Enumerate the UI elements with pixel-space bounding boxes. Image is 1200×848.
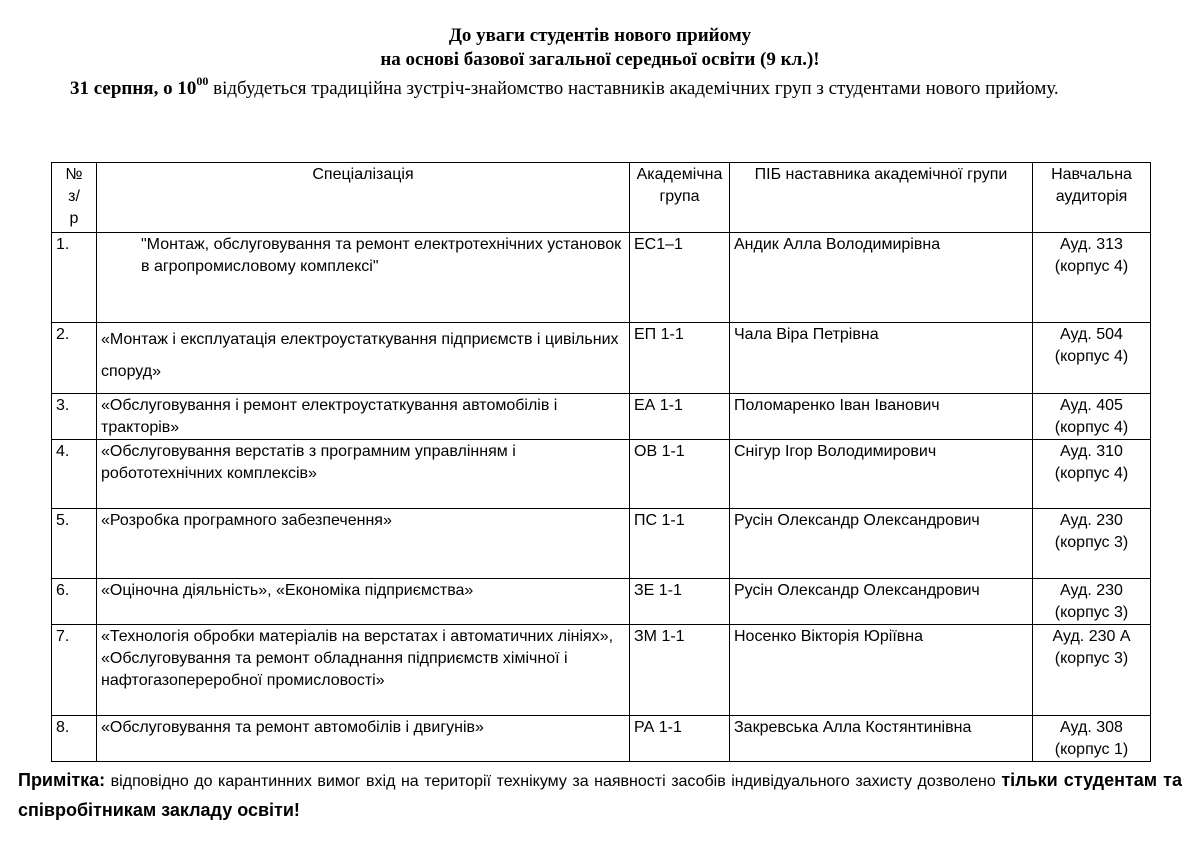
row-num: 4. bbox=[52, 440, 97, 509]
header-room: Навчальна аудиторія bbox=[1033, 163, 1151, 233]
row-room: Ауд. 230 (корпус 3) bbox=[1033, 509, 1151, 579]
table-row bbox=[52, 394, 1151, 440]
row-room: Ауд. 230 (корпус 3) bbox=[1033, 579, 1151, 625]
row-mentor: Андик Алла Володимирівна bbox=[730, 233, 1033, 323]
row-num: 2. bbox=[52, 323, 97, 394]
note-label: Примітка: bbox=[18, 770, 106, 790]
table-row bbox=[52, 579, 1151, 625]
row-mentor: Русін Олександр Олександрович bbox=[730, 509, 1033, 579]
row-room: Ауд. 504 (корпус 4) bbox=[1033, 323, 1151, 394]
intro-paragraph bbox=[18, 74, 1182, 104]
row-specialization: «Обслуговування і ремонт електроустаткування автомобілів і тракторів» bbox=[97, 394, 630, 440]
row-room: Ауд. 230 А (корпус 3) bbox=[1033, 625, 1151, 716]
row-num: 3. bbox=[52, 394, 97, 440]
table-row bbox=[52, 625, 1151, 716]
row-num: 8. bbox=[52, 716, 97, 762]
meeting-date bbox=[70, 74, 209, 99]
table-row bbox=[52, 716, 1151, 762]
meeting-time-minutes: 00 bbox=[196, 74, 209, 88]
row-mentor: Чала Віра Петрівна bbox=[730, 323, 1033, 394]
row-num: 6. bbox=[52, 579, 97, 625]
meeting-date-text: 31 серпня, о 10 bbox=[70, 78, 197, 99]
notice-title-line-2: на основі базової загальної середньої освіти (9 кл.)! bbox=[380, 49, 820, 70]
row-room: Ауд. 308 (корпус 1) bbox=[1033, 716, 1151, 762]
row-specialization: "Монтаж, обслуговування та ремонт електротехнічних установок в агропромисловому комплексі" bbox=[97, 233, 630, 323]
header-mentor: ПІБ наставника академічної групи bbox=[730, 163, 1033, 233]
row-group: ЗЕ 1-1 bbox=[630, 579, 730, 625]
row-group: ЕА 1-1 bbox=[630, 394, 730, 440]
row-room: Ауд. 313 (корпус 4) bbox=[1033, 233, 1151, 323]
header-num: № з/р bbox=[52, 163, 97, 233]
header-group: Академічна група bbox=[630, 163, 730, 233]
row-mentor: Поломаренко Іван Іванович bbox=[730, 394, 1033, 440]
row-group: ЕП 1-1 bbox=[630, 323, 730, 394]
row-num: 1. bbox=[52, 233, 97, 323]
table-row bbox=[52, 509, 1151, 579]
header-specialization: Спеціалізація bbox=[97, 163, 630, 233]
row-mentor: Русін Олександр Олександрович bbox=[730, 579, 1033, 625]
row-mentor: Закревська Алла Костянтинівна bbox=[730, 716, 1033, 762]
row-group: ЗМ 1-1 bbox=[630, 625, 730, 716]
row-room: Ауд. 310 (корпус 4) bbox=[1033, 440, 1151, 509]
note-text: відповідно до карантинних вимог вхід на території технікуму за наявності засобів індивідуального захисту дозволено bbox=[105, 773, 1002, 790]
note-paragraph bbox=[18, 766, 1182, 826]
row-specialization: «Обслуговування верстатів з програмним управлінням і робототехнічних комплексів» bbox=[97, 440, 630, 509]
row-specialization: «Технологія обробки матеріалів на верстатах і автоматичних лініях», «Обслуговування та ремонт обладнання підприємств хімічної і нафтогазопереробної промисловості» bbox=[97, 625, 630, 716]
row-group: РА 1-1 bbox=[630, 716, 730, 762]
row-mentor: Снігур Ігор Володимирович bbox=[730, 440, 1033, 509]
mentor-schedule-table bbox=[51, 162, 1151, 762]
row-group: ЕС1–1 bbox=[630, 233, 730, 323]
row-specialization: «Розробка програмного забезпечення» bbox=[97, 509, 630, 579]
row-mentor: Носенко Вікторія Юріївна bbox=[730, 625, 1033, 716]
notice-title-line-1: До уваги студентів нового прийому bbox=[448, 25, 752, 46]
row-room: Ауд. 405 (корпус 4) bbox=[1033, 394, 1151, 440]
row-num: 5. bbox=[52, 509, 97, 579]
table-header-row bbox=[52, 163, 1151, 233]
intro-text: відбудеться традиційна зустріч-знайомство наставників академічних груп з студентами нового прийому. bbox=[208, 78, 1059, 99]
row-group: ОВ 1-1 bbox=[630, 440, 730, 509]
row-specialization: «Монтаж і експлуатація електроустаткування підприємств і цивільних споруд» bbox=[97, 323, 630, 394]
table-row bbox=[52, 440, 1151, 509]
note-emphasis: тільки студентам та співробітникам закладу освіти! bbox=[18, 770, 1183, 820]
table-row bbox=[52, 233, 1151, 323]
row-num: 7. bbox=[52, 625, 97, 716]
row-specialization: «Оціночна діяльність», «Економіка підприємства» bbox=[97, 579, 630, 625]
row-group: ПС 1-1 bbox=[630, 509, 730, 579]
row-specialization: «Обслуговування та ремонт автомобілів і двигунів» bbox=[97, 716, 630, 762]
table-row bbox=[52, 323, 1151, 394]
